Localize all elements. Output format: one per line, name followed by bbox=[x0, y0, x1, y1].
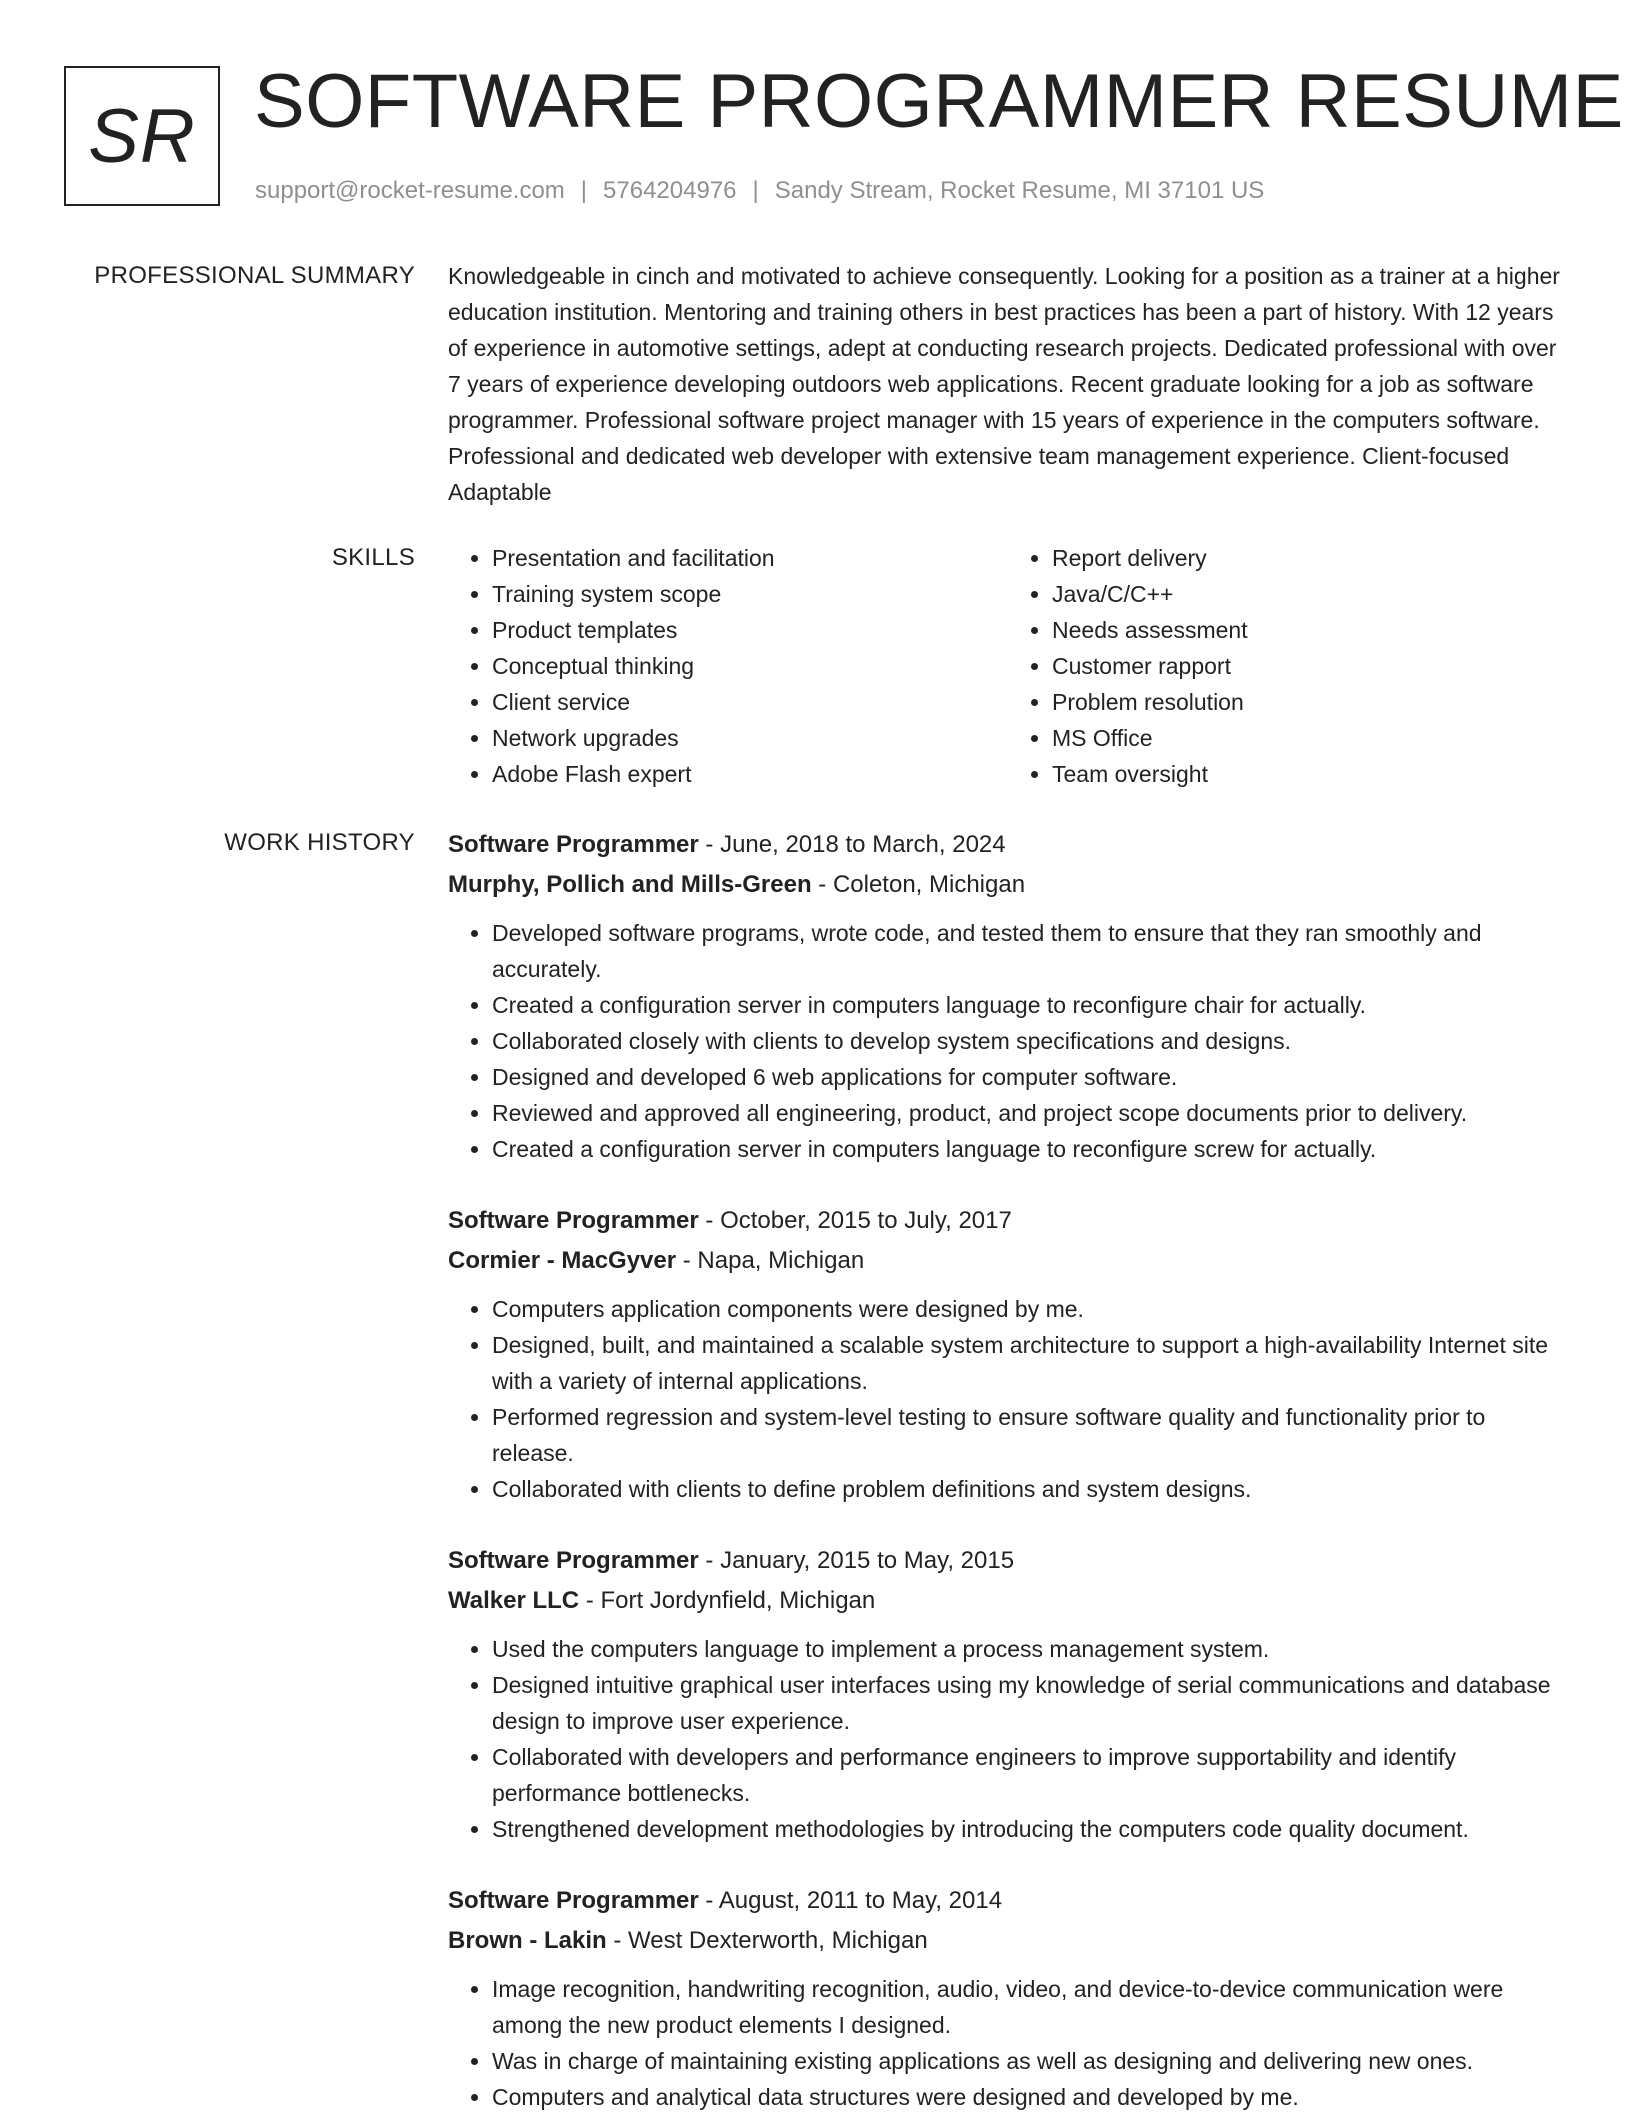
job-duty: • Was in charge of maintaining existing applications as well as designing and delivering new ones. bbox=[492, 2043, 1568, 2079]
summary-body bbox=[448, 258, 1568, 510]
contact-phone: 5764204976 bbox=[603, 177, 737, 204]
dash-separator: - bbox=[698, 1207, 721, 1234]
skill-item: • Team oversight bbox=[1052, 756, 1568, 792]
job-location: Napa, Michigan bbox=[697, 1247, 865, 1274]
dash-separator: - bbox=[698, 1547, 721, 1574]
skill-item: • MS Office bbox=[1052, 720, 1568, 756]
job-duties-list bbox=[448, 1631, 1568, 1847]
job-duty: • Performed regression and system-level testing to ensure software quality and functionality prior to release. bbox=[492, 1399, 1568, 1471]
job-duty: • Computers and analytical data structures were designed and developed by me. bbox=[492, 2079, 1568, 2112]
job-duties-list bbox=[448, 1971, 1568, 2112]
summary-text: Knowledgeable in cinch and motivated to achieve consequently. Looking for a position as a trainer at a higher education institution. Mentoring and training others in best practices has been a part of history. With 12 years of experience in automotive settings, adept at conducting research projects. Dedicated professional with over 7 years of experience developing outdoors web applications. Recent graduate looking for a job as software programmer. Professional software project manager with 15 years of experience in the computers software. Professional and dedicated web developer with extensive team management experience. Client-focused Adaptable bbox=[448, 263, 1560, 505]
contact-email: support@rocket-resume.com bbox=[255, 177, 565, 204]
contact-separator: | bbox=[580, 177, 588, 204]
dash-separator: - bbox=[698, 831, 721, 858]
resume-title: SOFTWARE PROGRAMMER RESUME bbox=[254, 59, 1624, 144]
job-duty: • Designed, built, and maintained a scalable system architecture to support a high-availability Internet site with a variety of internal applications. bbox=[492, 1327, 1568, 1399]
job-duty: • Designed and developed 6 web applications for computer software. bbox=[492, 1059, 1568, 1095]
job-title-line bbox=[448, 1541, 1568, 1581]
job-location: Fort Jordynfield, Michigan bbox=[600, 1587, 876, 1614]
job-title-line bbox=[448, 1201, 1568, 1241]
skill-item: • Product templates bbox=[492, 612, 1008, 648]
dash-separator: - bbox=[606, 1927, 628, 1954]
job-entry bbox=[448, 825, 1568, 1167]
job-duty: • Collaborated with clients to define problem definitions and system designs. bbox=[492, 1471, 1568, 1507]
skill-item: • Network upgrades bbox=[492, 720, 1008, 756]
job-title: Software Programmer bbox=[448, 1207, 699, 1234]
job-duty: • Collaborated with developers and performance engineers to improve supportability and identify performance bottlenecks. bbox=[492, 1739, 1568, 1811]
job-duties-list bbox=[448, 915, 1568, 1167]
monogram-badge bbox=[64, 66, 220, 206]
skills-body bbox=[448, 540, 1568, 792]
job-duty: • Collaborated closely with clients to develop system specifications and designs. bbox=[492, 1023, 1568, 1059]
job-dates: October, 2015 to July, 2017 bbox=[720, 1207, 1012, 1234]
job-duty: • Created a configuration server in computers language to reconfigure screw for actually. bbox=[492, 1131, 1568, 1167]
job-company-line bbox=[448, 865, 1568, 905]
dash-separator: - bbox=[698, 1887, 719, 1914]
job-entry bbox=[448, 1541, 1568, 1847]
skills-list-right bbox=[1008, 540, 1568, 792]
skill-item: • Needs assessment bbox=[1052, 612, 1568, 648]
summary-heading: PROFESSIONAL SUMMARY bbox=[94, 262, 415, 289]
job-duty: • Reviewed and approved all engineering, product, and project scope documents prior to delivery. bbox=[492, 1095, 1568, 1131]
skill-item: • Training system scope bbox=[492, 576, 1008, 612]
job-title: Software Programmer bbox=[448, 831, 699, 858]
job-entry bbox=[448, 1201, 1568, 1507]
work-history-body bbox=[448, 825, 1568, 2112]
job-title-line bbox=[448, 1881, 1568, 1921]
job-dates: June, 2018 to March, 2024 bbox=[720, 831, 1006, 858]
skill-item: • Adobe Flash expert bbox=[492, 756, 1008, 792]
job-company: Murphy, Pollich and Mills-Green bbox=[448, 871, 812, 898]
skill-item: • Java/C/C++ bbox=[1052, 576, 1568, 612]
dash-separator: - bbox=[579, 1587, 601, 1614]
job-duty: • Used the computers language to implement a process management system. bbox=[492, 1631, 1568, 1667]
job-company: Brown - Lakin bbox=[448, 1927, 607, 1954]
job-title-line bbox=[448, 825, 1568, 865]
skill-item: • Customer rapport bbox=[1052, 648, 1568, 684]
dash-separator: - bbox=[811, 871, 833, 898]
job-title: Software Programmer bbox=[448, 1887, 699, 1914]
job-company-line bbox=[448, 1581, 1568, 1621]
skills-list-left bbox=[448, 540, 1008, 792]
job-dates: January, 2015 to May, 2015 bbox=[720, 1547, 1015, 1574]
contact-line bbox=[255, 174, 1264, 208]
job-duty: • Computers application components were designed by me. bbox=[492, 1291, 1568, 1327]
skill-item: • Client service bbox=[492, 684, 1008, 720]
job-duties-list bbox=[448, 1291, 1568, 1507]
job-company: Cormier - MacGyver bbox=[448, 1247, 677, 1274]
skill-item: • Report delivery bbox=[1052, 540, 1568, 576]
job-dates: August, 2011 to May, 2014 bbox=[718, 1887, 1003, 1914]
job-location: West Dexterworth, Michigan bbox=[628, 1927, 928, 1954]
job-location: Coleton, Michigan bbox=[832, 871, 1026, 898]
job-title: Software Programmer bbox=[448, 1547, 699, 1574]
skill-item: • Presentation and facilitation bbox=[492, 540, 1008, 576]
skills-heading: SKILLS bbox=[331, 544, 415, 571]
job-duty: • Strengthened development methodologies by introducing the computers code quality document. bbox=[492, 1811, 1568, 1847]
job-company-line bbox=[448, 1241, 1568, 1281]
skill-item: • Problem resolution bbox=[1052, 684, 1568, 720]
job-duty: • Designed intuitive graphical user interfaces using my knowledge of serial communications and database design to improve user experience. bbox=[492, 1667, 1568, 1739]
monogram-initials: SR bbox=[88, 93, 196, 179]
skill-item: • Conceptual thinking bbox=[492, 648, 1008, 684]
job-company-line bbox=[448, 1921, 1568, 1961]
skills-columns bbox=[448, 540, 1568, 792]
work-history-heading: WORK HISTORY bbox=[224, 829, 415, 856]
job-company: Walker LLC bbox=[448, 1587, 580, 1614]
contact-address: Sandy Stream, Rocket Resume, MI 37101 US bbox=[774, 177, 1265, 204]
dash-separator: - bbox=[676, 1247, 698, 1274]
job-duty: • Created a configuration server in computers language to reconfigure chair for actually. bbox=[492, 987, 1568, 1023]
job-duty: • Developed software programs, wrote code, and tested them to ensure that they ran smoothly and accurately. bbox=[492, 915, 1568, 987]
job-entry bbox=[448, 1881, 1568, 2112]
contact-separator: | bbox=[752, 177, 759, 204]
job-duty: • Image recognition, handwriting recognition, audio, video, and device-to-device communication were among the new product elements I designed. bbox=[492, 1971, 1568, 2043]
